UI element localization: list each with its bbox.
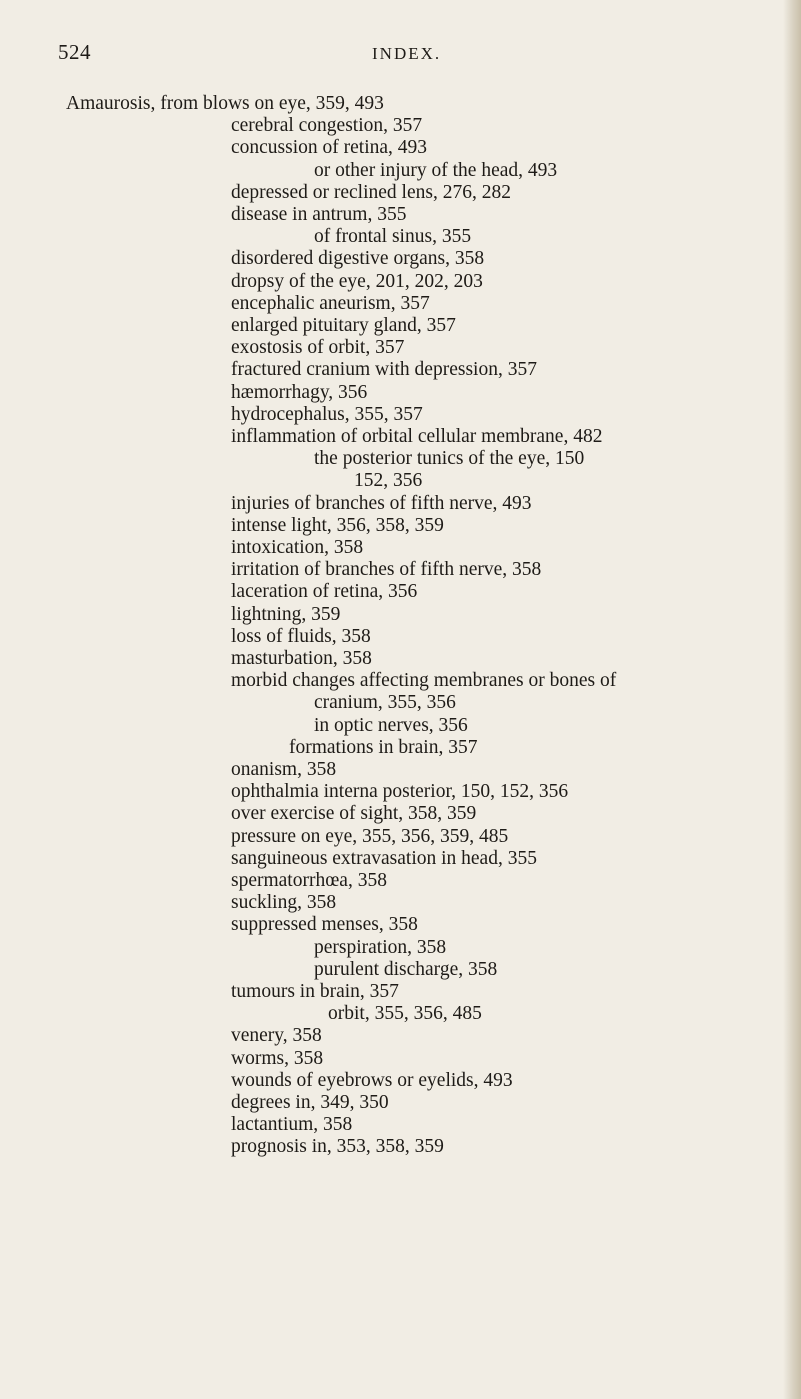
page-number: 524 <box>58 40 91 64</box>
index-entry: sanguineous extravasation in head, 355 <box>231 847 537 869</box>
index-entry: Amaurosis, from blows on eye, 359, 493 <box>66 93 384 114</box>
index-entry: encephalic aneurism, 357 <box>231 292 430 314</box>
index-entry: over exercise of sight, 358, 359 <box>231 803 477 825</box>
index-entry: pressure on eye, 355, 356, 359, 485 <box>231 825 509 847</box>
index-entry: masturbation, 358 <box>231 648 372 669</box>
index-entry: or other injury of the head, 493 <box>314 159 558 181</box>
index-entry: prognosis in, 353, 358, 359 <box>231 1136 444 1158</box>
index-entry: dropsy of the eye, 201, 202, 203 <box>231 270 483 292</box>
index-entry: the posterior tunics of the eye, 150 <box>314 448 585 470</box>
index-entry: exostosis of orbit, 357 <box>231 337 405 359</box>
index-entry: purulent discharge, 358 <box>314 958 498 980</box>
index-entry: formations in brain, 357 <box>289 736 478 758</box>
index-entry: cerebral congestion, 357 <box>231 115 423 137</box>
index-entry: laceration of retina, 356 <box>231 581 418 603</box>
index-entry: morbid changes affecting membranes or bones of <box>231 670 617 692</box>
index-entry: lactantium, 358 <box>231 1114 353 1136</box>
index-entry: depressed or reclined lens, 276, 282 <box>231 181 511 203</box>
index-entry: intoxication, 358 <box>231 537 364 558</box>
index-entry: orbit, 355, 356, 485 <box>328 1003 482 1025</box>
index-entry: suckling, 358 <box>231 892 337 914</box>
index-entry: degrees in, 349, 350 <box>231 1092 389 1113</box>
index-entry: cranium, 355, 356 <box>314 692 456 714</box>
index-entry: disordered digestive organs, 358 <box>231 248 485 270</box>
index-entry: of frontal sinus, 355 <box>314 226 472 248</box>
index-entry: suppressed menses, 358 <box>231 914 418 936</box>
index-entry: in optic nerves, 356 <box>314 714 468 736</box>
index-entry: inflammation of orbital cellular membrane, 482 <box>231 426 603 447</box>
index-entry: hydrocephalus, 355, 357 <box>231 403 423 425</box>
index-entry: intense light, 356, 358, 359 <box>231 514 444 536</box>
index-entry: fractured cranium with depression, 357 <box>231 359 537 381</box>
index-entry: onanism, 358 <box>231 759 337 780</box>
index-entry: lightning, 359 <box>231 603 341 625</box>
page-edge-shadow <box>783 0 801 1399</box>
index-entry: perspiration, 358 <box>314 936 447 958</box>
index-entry: loss of fluids, 358 <box>231 625 371 647</box>
index-entry: spermatorrhœa, 358 <box>231 870 387 891</box>
index-entry: concussion of retina, 493 <box>231 137 428 159</box>
index-entry: 152, 356 <box>354 470 423 492</box>
index-entry: hæmorrhagy, 356 <box>231 381 368 403</box>
index-entry: ophthalmia interna posterior, 150, 152, 356 <box>231 781 569 803</box>
index-entry: wounds of eyebrows or eyelids, 493 <box>231 1069 513 1091</box>
running-title: INDEX. <box>372 44 442 63</box>
index-entry: tumours in brain, 357 <box>231 981 399 1002</box>
index-entry: enlarged pituitary gland, 357 <box>231 315 456 336</box>
index-entry: injuries of branches of fifth nerve, 493 <box>231 492 532 514</box>
index-entry: irritation of branches of fifth nerve, 358 <box>231 559 542 581</box>
index-entry: venery, 358 <box>231 1025 322 1047</box>
index-entry: disease in antrum, 355 <box>231 204 407 225</box>
index-entry: worms, 358 <box>231 1047 324 1069</box>
